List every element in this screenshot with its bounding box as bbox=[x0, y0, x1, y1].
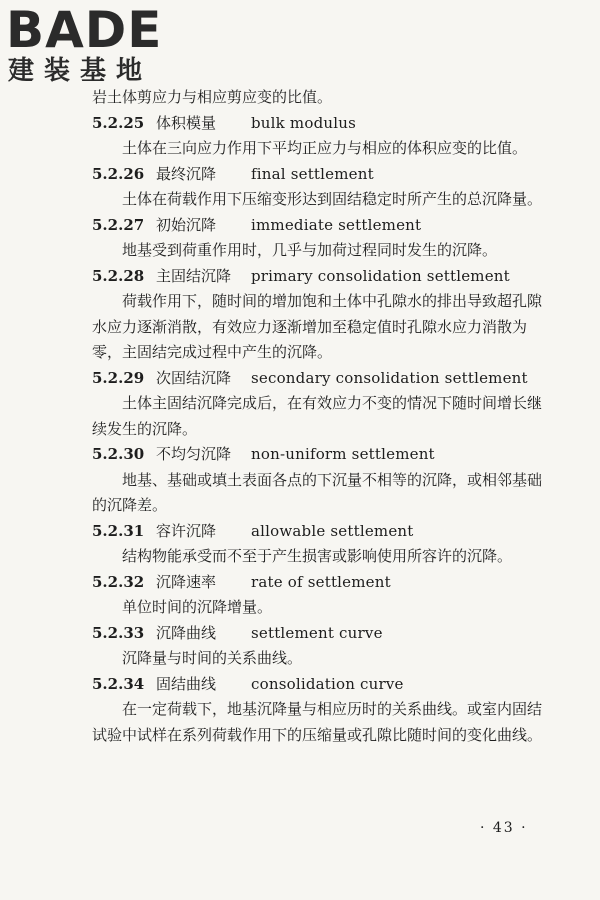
term-definition: 土体在三向应力作用下平均正应力与相应的体积应变的比值。 bbox=[122, 139, 528, 157]
term-definition: 在一定荷载下，地基沉降量与相应历时的关系曲线。或室内固结试验中试样在系列荷载作用下的压缩量或孔隙比随时间的变化曲线。 bbox=[92, 700, 543, 744]
term-number: 5.2.29 bbox=[92, 368, 145, 387]
term-chinese: 次固结沉降 bbox=[156, 368, 232, 387]
term-chinese: 固结曲线 bbox=[156, 674, 217, 693]
term-definition: 地基、基础或填土表面各点的下沉量不相等的沉降，或相邻基础的沉降差。 bbox=[92, 470, 543, 514]
term-chinese: 体积模量 bbox=[156, 113, 217, 132]
term-entry bbox=[92, 213, 542, 264]
page-number: · 43 · bbox=[480, 820, 528, 836]
document-body bbox=[92, 85, 542, 748]
term-definition: 土体主固结沉降完成后，在有效应力不变的情况下随时间增长继续发生的沉降。 bbox=[92, 394, 543, 438]
logo-wordmark: BADE bbox=[6, 1, 163, 59]
term-entry bbox=[92, 264, 542, 366]
term-entry bbox=[92, 621, 542, 672]
term-definition: 荷载作用下，随时间的增加饱和土体中孔隙水的排出导致超孔隙水应力逐渐消散，有效应力逐渐增加至稳定值时孔隙水应力消散为零，主固结完成过程中产生的沉降。 bbox=[92, 292, 543, 361]
term-entry bbox=[92, 111, 542, 162]
term-entry bbox=[92, 672, 542, 749]
term-list bbox=[92, 111, 542, 749]
term-entry bbox=[92, 570, 542, 621]
term-heading bbox=[92, 621, 542, 647]
term-entry bbox=[92, 442, 542, 519]
term-english: allowable settlement bbox=[251, 521, 414, 540]
term-chinese: 沉降速率 bbox=[156, 572, 217, 591]
term-english: rate of settlement bbox=[251, 572, 391, 591]
term-heading bbox=[92, 570, 542, 596]
term-definition: 地基受到荷重作用时，几乎与加荷过程同时发生的沉降。 bbox=[122, 241, 498, 259]
term-heading bbox=[92, 366, 542, 392]
term-definition: 土体在荷载作用下压缩变形达到固结稳定时所产生的总沉降量。 bbox=[122, 190, 543, 208]
term-heading bbox=[92, 519, 542, 545]
term-number: 5.2.34 bbox=[92, 674, 145, 693]
term-heading bbox=[92, 442, 542, 468]
term-heading bbox=[92, 264, 542, 290]
term-definition: 单位时间的沉降增量。 bbox=[122, 598, 273, 616]
term-english: final settlement bbox=[251, 164, 374, 183]
term-english: consolidation curve bbox=[251, 674, 404, 693]
term-entry bbox=[92, 162, 542, 213]
term-number: 5.2.33 bbox=[92, 623, 145, 642]
term-english: primary consolidation settlement bbox=[251, 266, 510, 285]
term-number: 5.2.28 bbox=[92, 266, 145, 285]
term-english: bulk modulus bbox=[251, 113, 356, 132]
term-heading bbox=[92, 213, 542, 239]
term-entry bbox=[92, 519, 542, 570]
term-number: 5.2.27 bbox=[92, 215, 145, 234]
term-chinese: 容许沉降 bbox=[156, 521, 217, 540]
term-number: 5.2.25 bbox=[92, 113, 145, 132]
term-entry bbox=[92, 366, 542, 443]
term-definition: 结构物能承受而不至于产生损害或影响使用所容许的沉降。 bbox=[122, 547, 513, 565]
term-heading bbox=[92, 672, 542, 698]
term-number: 5.2.32 bbox=[92, 572, 145, 591]
bade-logo bbox=[6, 2, 181, 88]
term-english: immediate settlement bbox=[251, 215, 422, 234]
term-heading bbox=[92, 111, 542, 137]
continuation-text: 岩土体剪应力与相应剪应变的比值。 bbox=[92, 88, 333, 106]
term-chinese: 初始沉降 bbox=[156, 215, 217, 234]
term-english: secondary consolidation settlement bbox=[251, 368, 528, 387]
term-english: settlement curve bbox=[251, 623, 383, 642]
term-number: 5.2.26 bbox=[92, 164, 145, 183]
logo-subtitle: 建装基地 bbox=[8, 56, 153, 86]
term-chinese: 沉降曲线 bbox=[156, 623, 217, 642]
term-heading bbox=[92, 162, 542, 188]
term-chinese: 不均匀沉降 bbox=[156, 445, 232, 463]
term-definition: 沉降量与时间的关系曲线。 bbox=[122, 649, 303, 667]
term-chinese: 主固结沉降 bbox=[156, 266, 232, 285]
term-number: 5.2.30 bbox=[92, 445, 145, 463]
term-english: non-uniform settlement bbox=[251, 445, 435, 463]
term-chinese: 最终沉降 bbox=[156, 164, 217, 183]
term-number: 5.2.31 bbox=[92, 521, 145, 540]
